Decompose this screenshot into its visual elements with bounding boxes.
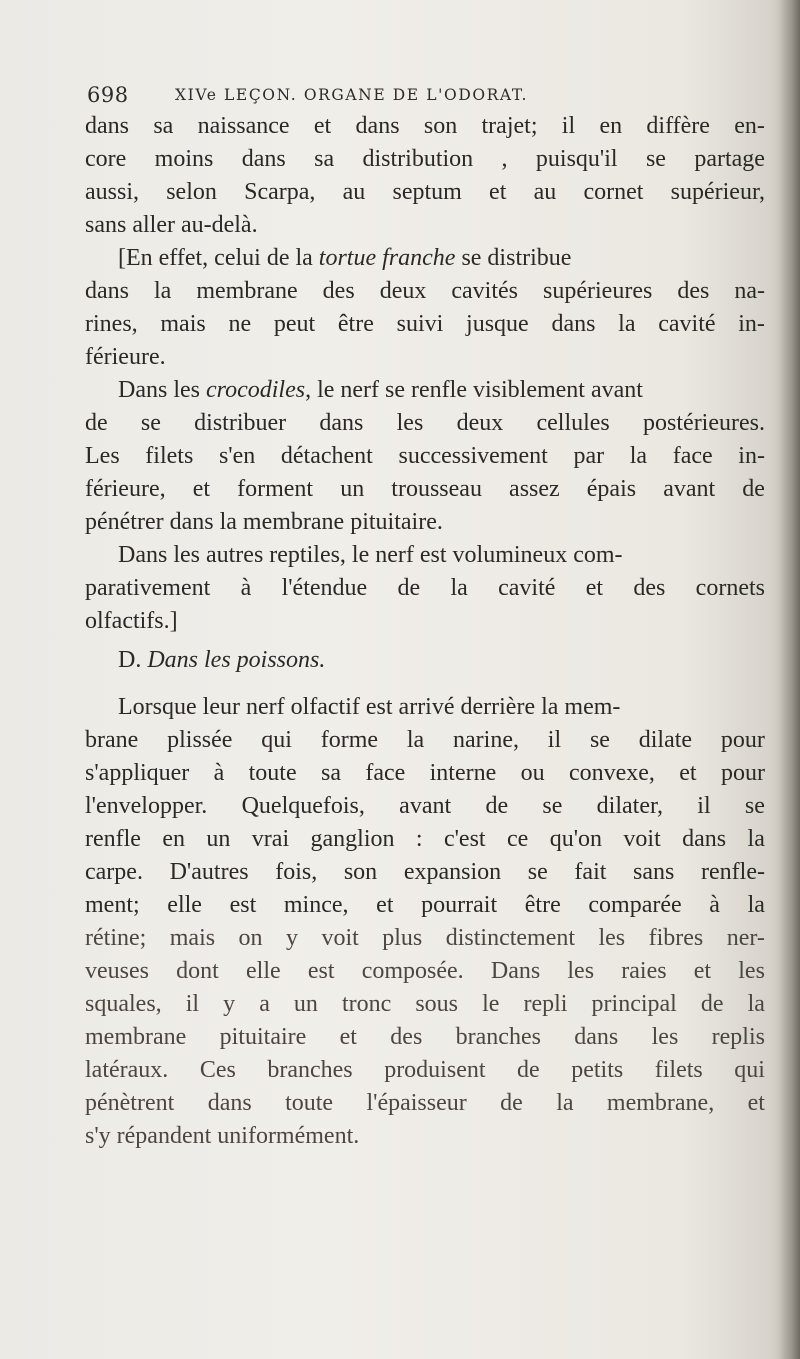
word: comparée <box>588 892 682 918</box>
word: vrai <box>251 826 290 852</box>
word: : <box>415 826 423 852</box>
text-line <box>85 308 765 341</box>
text-line <box>85 176 765 209</box>
word: replis <box>711 1024 765 1050</box>
word: septum <box>392 179 462 205</box>
word: dans <box>207 1090 252 1116</box>
word: distinctement <box>445 925 576 951</box>
word: il <box>697 793 711 819</box>
word: et <box>313 113 332 139</box>
text-line <box>85 790 765 823</box>
word: interne <box>429 760 497 786</box>
text-line: Lorsque leur nerf olfactif est arrivé derrière la mem- <box>118 694 621 720</box>
word: toute <box>248 760 297 786</box>
text-line: olfactifs.] <box>85 608 178 634</box>
word: avant <box>663 476 716 502</box>
word: de <box>742 476 765 502</box>
word: il <box>547 727 562 753</box>
text-line <box>85 823 765 856</box>
word: puisqu'il <box>535 146 618 172</box>
word: assez <box>509 476 560 502</box>
text-line <box>85 374 765 407</box>
word: pituitaire <box>219 1024 307 1050</box>
word: son <box>343 859 378 885</box>
word: petits <box>571 1057 624 1083</box>
text-segment: Dans les <box>118 377 206 403</box>
word: produisent <box>384 1057 486 1083</box>
word: qu'on <box>549 826 603 852</box>
word: rines, <box>85 311 138 337</box>
word: dilate <box>638 727 693 753</box>
word: l'envelopper. <box>85 793 208 819</box>
word: dilater, <box>596 793 663 819</box>
word: et <box>489 179 507 205</box>
word: diffère <box>646 113 710 139</box>
word: distribution <box>362 146 474 172</box>
text-segment: [En effet, celui de la <box>118 245 319 271</box>
word: partage <box>694 146 765 172</box>
word: cavité <box>658 311 716 337</box>
word: sous <box>415 991 459 1017</box>
word: épais <box>586 476 637 502</box>
word: fois, <box>275 859 318 885</box>
word: dans <box>355 113 400 139</box>
word: des <box>677 278 710 304</box>
word: repli <box>523 991 568 1017</box>
word: toute <box>285 1090 334 1116</box>
word: se <box>527 859 548 885</box>
word: suivi <box>396 311 444 337</box>
word: filets <box>654 1057 703 1083</box>
word: la <box>406 727 425 753</box>
word: pour <box>720 760 765 786</box>
word: membrane <box>85 1024 187 1050</box>
text-line: s'y répandent uniformément. <box>85 1123 360 1149</box>
word: composée. <box>361 958 464 984</box>
paragraph <box>85 242 765 374</box>
section-heading <box>85 644 765 677</box>
word: se <box>645 146 666 172</box>
italic-term: tortue franche <box>318 245 456 271</box>
word: narine, <box>453 727 519 753</box>
word: la <box>450 575 468 601</box>
word: ou <box>520 760 545 786</box>
word: rétine; <box>85 925 147 951</box>
word: la <box>154 278 172 304</box>
word: c'est <box>443 826 486 852</box>
text-line: Dans les autres reptiles, le nerf est volumineux com- <box>118 542 623 568</box>
word: Les <box>85 443 120 469</box>
word: cavités <box>451 278 518 304</box>
word: de <box>85 410 108 436</box>
word: supérieur, <box>670 179 765 205</box>
word: Scarpa, <box>244 179 316 205</box>
word: en- <box>734 113 765 139</box>
word: raies <box>621 958 667 984</box>
text-line <box>85 955 765 988</box>
text-line <box>85 473 765 506</box>
word: dans <box>85 113 129 139</box>
word: dans <box>574 1024 619 1050</box>
text-line <box>85 407 765 440</box>
word: de <box>517 1057 540 1083</box>
word: s'appliquer <box>85 760 190 786</box>
word: et <box>339 1024 357 1050</box>
word: parativement <box>85 575 211 601</box>
word: par <box>573 443 605 469</box>
word: Quelquefois, <box>241 793 365 819</box>
paragraph <box>85 691 765 1153</box>
word: a <box>259 991 270 1017</box>
word: renfle- <box>701 859 765 885</box>
word: avant <box>399 793 452 819</box>
word: na- <box>734 278 765 304</box>
word: son <box>423 113 458 139</box>
word: branches <box>267 1057 353 1083</box>
word: membrane <box>196 278 298 304</box>
word: la <box>747 892 765 918</box>
word: cornets <box>695 575 765 601</box>
word: de <box>500 1090 523 1116</box>
word: se <box>744 793 765 819</box>
word: dans <box>85 278 129 304</box>
word: se <box>542 793 563 819</box>
word: de <box>700 991 724 1017</box>
text-line <box>85 889 765 922</box>
word: latéraux. <box>85 1057 169 1083</box>
word: dans <box>682 826 727 852</box>
word: in- <box>738 443 765 469</box>
word: elle <box>246 958 281 984</box>
word: trajet; <box>481 113 538 139</box>
word: être <box>337 311 374 337</box>
word: ne <box>228 311 252 337</box>
word: membrane, <box>606 1090 715 1116</box>
word: des <box>633 575 666 601</box>
section-title: Dans les poissons. <box>147 647 326 673</box>
word: des <box>322 278 355 304</box>
word: le <box>482 991 500 1017</box>
word: y <box>286 925 298 951</box>
word: fibres <box>648 925 704 951</box>
word: veuses <box>85 958 149 984</box>
word: branches <box>455 1024 541 1050</box>
word: pénètrent <box>85 1090 175 1116</box>
word: la <box>747 991 765 1017</box>
word: sa <box>153 113 174 139</box>
word: fait <box>574 859 607 885</box>
word: naissance <box>197 113 290 139</box>
paragraph <box>85 110 765 242</box>
word: pourrait <box>421 892 498 918</box>
italic-term: crocodiles <box>205 377 306 403</box>
word: expansion <box>403 859 502 885</box>
word: dans <box>319 410 364 436</box>
word: deux <box>456 410 504 436</box>
word: mince, <box>283 892 349 918</box>
word: ner- <box>726 925 765 951</box>
word: jusque <box>466 311 529 337</box>
text-line <box>85 1054 765 1087</box>
word: in- <box>738 311 765 337</box>
word: se <box>589 727 610 753</box>
word: un <box>206 826 231 852</box>
word: selon <box>166 179 217 205</box>
word: à <box>709 892 720 918</box>
word: de <box>397 575 421 601</box>
text-line <box>85 1087 765 1120</box>
body-text <box>85 110 765 1153</box>
word: les <box>651 1024 679 1050</box>
word: est <box>229 892 257 918</box>
word: férieure, <box>85 476 166 502</box>
word: et <box>679 760 697 786</box>
text-line <box>85 856 765 889</box>
word: forment <box>237 476 314 502</box>
word: et <box>747 1090 765 1116</box>
text-line <box>85 988 765 1021</box>
word: la <box>556 1090 574 1116</box>
word: un <box>340 476 365 502</box>
word: face <box>365 760 406 786</box>
word: l'étendue <box>281 575 368 601</box>
word: cellules <box>536 410 610 436</box>
word: les <box>598 925 626 951</box>
word: en <box>162 826 186 852</box>
text-line <box>85 110 765 143</box>
word: voit <box>321 925 359 951</box>
word: dans <box>241 146 286 172</box>
word: y <box>223 991 236 1017</box>
word: à <box>213 760 225 786</box>
section-label: D. <box>118 647 142 673</box>
word: convexe, <box>568 760 655 786</box>
word: il <box>561 113 576 139</box>
word: trousseau <box>391 476 482 502</box>
word: forme <box>320 727 379 753</box>
word: et <box>585 575 604 601</box>
word: D'autres <box>169 859 249 885</box>
paragraph <box>85 539 765 638</box>
word: la <box>747 826 765 852</box>
text-line <box>85 143 765 176</box>
word: être <box>524 892 561 918</box>
word: ce <box>506 826 529 852</box>
word: mais <box>160 311 206 337</box>
word: plissée <box>167 727 233 753</box>
word: tronc <box>341 991 392 1017</box>
word: distribuer <box>194 410 287 436</box>
word: plus <box>382 925 423 951</box>
word: moins <box>154 146 214 172</box>
word: Ces <box>199 1057 236 1083</box>
text-line <box>85 572 765 605</box>
word: face <box>672 443 713 469</box>
text-line: férieure. <box>85 344 166 370</box>
word: squales, <box>85 991 162 1017</box>
paragraph <box>85 374 765 539</box>
word: principal <box>591 991 677 1017</box>
word: Dans <box>490 958 541 984</box>
word: sans <box>633 859 675 885</box>
word: ganglion <box>310 826 395 852</box>
word: renfle <box>85 826 141 852</box>
word: supérieures <box>543 278 653 304</box>
word: au <box>533 179 557 205</box>
word: ment; <box>85 892 140 918</box>
word: et <box>376 892 394 918</box>
word: successivement <box>398 443 548 469</box>
word: brane <box>85 727 139 753</box>
word: qui <box>734 1057 765 1083</box>
word: l'épaisseur <box>366 1090 467 1116</box>
word: carpe. <box>85 859 143 885</box>
word: postérieures. <box>643 410 765 436</box>
word: aussi, <box>85 179 139 205</box>
word: les <box>738 958 765 984</box>
word: on <box>238 925 263 951</box>
text-line <box>85 242 765 275</box>
word: filets <box>145 443 194 469</box>
word: des <box>390 1024 423 1050</box>
word: et <box>693 958 712 984</box>
page-header <box>87 83 727 113</box>
word: il <box>185 991 200 1017</box>
page-edge-shadow <box>778 0 800 1359</box>
word: s'en <box>218 443 256 469</box>
word: les <box>396 410 424 436</box>
word: les <box>567 958 595 984</box>
word: un <box>293 991 318 1017</box>
text-line <box>85 1021 765 1054</box>
word: cornet <box>583 179 644 205</box>
running-head: XIVe LEÇON. ORGANE DE L'ODORAT. <box>175 86 529 104</box>
word: , <box>501 146 508 172</box>
word: au <box>342 179 366 205</box>
word: deux <box>379 278 427 304</box>
word: voit <box>623 826 661 852</box>
text-line: sans aller au-delà. <box>85 212 258 238</box>
text-segment: se distribue <box>455 245 572 271</box>
word: détachent <box>280 443 373 469</box>
word: est <box>307 958 335 984</box>
word: sa <box>314 146 335 172</box>
page-number: 698 <box>87 83 129 107</box>
word: et <box>192 476 211 502</box>
text-line <box>85 724 765 757</box>
text-line <box>85 275 765 308</box>
word: en <box>599 113 623 139</box>
word: core <box>85 146 127 172</box>
word: dans <box>551 311 596 337</box>
word: de <box>485 793 509 819</box>
text-line <box>85 757 765 790</box>
word: pour <box>720 727 765 753</box>
word: à <box>240 575 252 601</box>
text-line <box>85 440 765 473</box>
word: cavité <box>498 575 556 601</box>
word: la <box>629 443 648 469</box>
word: sa <box>320 760 341 786</box>
text-segment: , le nerf se renfle visiblement avant <box>305 377 643 403</box>
word: se <box>140 410 161 436</box>
word: dont <box>176 958 219 984</box>
word: qui <box>261 727 292 753</box>
word: la <box>618 311 636 337</box>
text-line: pénétrer dans la membrane pituitaire. <box>85 509 443 535</box>
word: elle <box>167 892 202 918</box>
word: mais <box>169 925 216 951</box>
text-line <box>85 922 765 955</box>
word: peut <box>273 311 316 337</box>
